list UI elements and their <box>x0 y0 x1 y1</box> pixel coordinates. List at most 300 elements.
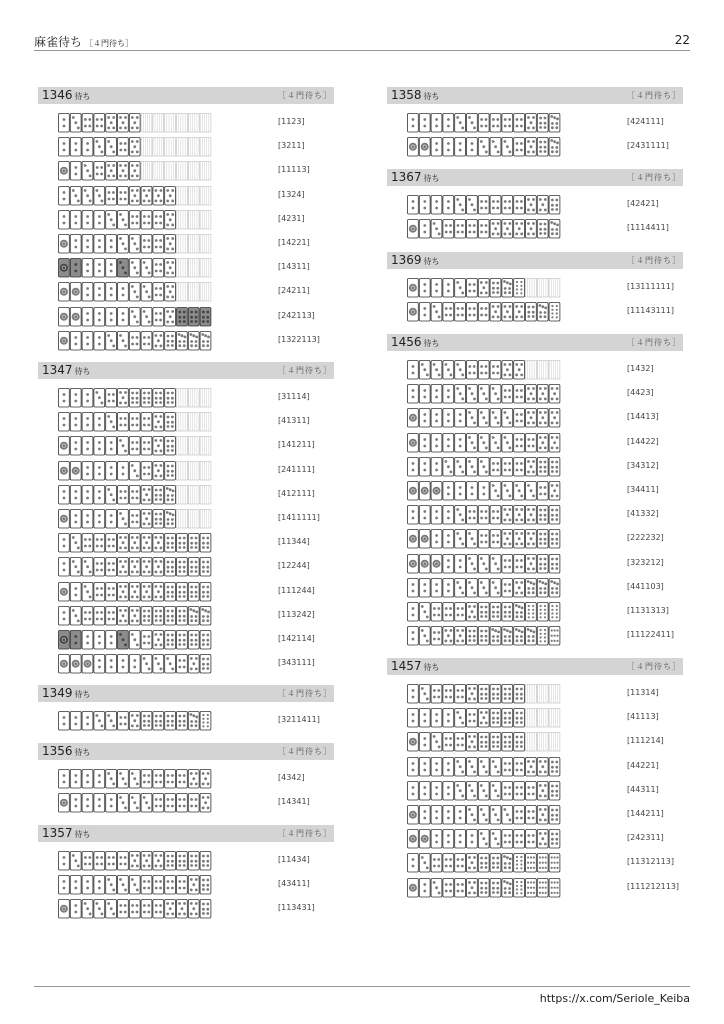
tile-4-pin <box>478 303 489 322</box>
tile-2-pin <box>431 138 442 157</box>
tile-hand <box>407 805 562 825</box>
wait-kind: ［４門待ち］ <box>278 366 332 375</box>
tile-3-pin <box>106 485 117 504</box>
tile-blank <box>177 485 188 504</box>
tile-4-pin <box>94 534 105 553</box>
tile-4-pin <box>526 781 537 800</box>
tile-5-pin <box>165 900 176 919</box>
wait-kind: ［４門待ち］ <box>278 689 332 698</box>
page-footer <box>34 986 690 1005</box>
tile-3-pin <box>70 186 81 205</box>
section-header <box>38 362 334 379</box>
tile-6-pin <box>141 712 152 731</box>
hand-row <box>38 482 334 506</box>
tile-6-pin <box>537 457 548 476</box>
tile-4-pin <box>431 854 442 873</box>
tile-4-pin <box>502 196 513 215</box>
tile-5-pin <box>118 582 129 601</box>
tile-5-pin <box>141 485 152 504</box>
tile-blank <box>537 709 548 728</box>
tile-2-pin <box>443 530 454 549</box>
hand-pattern: [1123] <box>278 117 305 126</box>
tile-hand <box>407 529 562 549</box>
tile-2-pin <box>408 757 419 776</box>
tile-2-pin <box>106 794 117 813</box>
tile-2-pin <box>419 578 430 597</box>
tile-4-pin <box>153 307 164 326</box>
tile-blank <box>200 509 211 528</box>
tile-3-pin <box>94 389 105 408</box>
tile-4-pin <box>478 220 489 239</box>
wait-title <box>391 335 440 349</box>
tile-2-pin <box>59 712 70 731</box>
tile-4-pin <box>526 433 537 452</box>
tile-2-pin <box>431 578 442 597</box>
tile-4-pin <box>443 685 454 704</box>
tile-4-pin <box>467 279 478 298</box>
tile-2-pin <box>443 409 454 428</box>
wait-numbers: 1457 <box>391 659 422 673</box>
tile-hand <box>407 757 562 777</box>
tile-blank <box>188 138 199 157</box>
tile-2-pin <box>82 437 93 456</box>
tile-4-pin <box>431 627 442 646</box>
tile-2-pin <box>94 331 105 350</box>
tile-blank <box>549 685 560 704</box>
tile-2-pin <box>443 830 454 849</box>
tile-blank <box>188 162 199 181</box>
hand-row <box>38 554 334 578</box>
tile-2-pin <box>70 485 81 504</box>
wait-suffix: 待ち <box>74 367 91 376</box>
tile-hand <box>407 219 562 239</box>
tile-2-pin <box>419 114 430 133</box>
tile-1-pin <box>59 283 70 302</box>
hand-row <box>38 579 334 603</box>
tile-5-pin <box>129 138 140 157</box>
tile-6-pin <box>490 709 501 728</box>
tile-hand <box>58 630 213 650</box>
tile-6-pin <box>177 307 188 326</box>
hand-pattern: [11312113] <box>627 857 674 867</box>
tile-3-pin <box>153 655 164 674</box>
tile-3-pin <box>431 303 442 322</box>
tile-4-pin <box>502 830 513 849</box>
tile-1-pin <box>419 481 430 500</box>
tile-4-pin <box>490 361 501 380</box>
tile-4-pin <box>443 303 454 322</box>
tile-5-pin <box>514 578 525 597</box>
hand-pattern: [1322113] <box>278 334 320 344</box>
tile-6-pin <box>490 685 501 704</box>
hand-pattern: [4423] <box>627 388 654 398</box>
tile-2-pin <box>70 138 81 157</box>
tile-blank <box>165 114 176 133</box>
tile-2-pin <box>82 413 93 432</box>
tile-3-pin <box>467 781 478 800</box>
section-header <box>387 87 683 104</box>
tile-2-pin <box>455 433 466 452</box>
tile-5-pin <box>478 709 489 728</box>
hand-row <box>38 158 334 182</box>
tile-3-pin <box>455 506 466 525</box>
tile-7-pin <box>526 627 537 646</box>
hand-pattern: [44311] <box>627 784 659 794</box>
tile-4-pin <box>514 196 525 215</box>
tile-4-pin <box>153 210 164 229</box>
tile-1-pin <box>408 530 419 549</box>
wait-kind: ［４門待ち］ <box>627 256 681 265</box>
tile-5-pin <box>118 558 129 577</box>
hand-pattern: [323212] <box>627 557 664 567</box>
tile-6-pin <box>188 852 199 871</box>
tile-2-pin <box>70 413 81 432</box>
wait-kind: ［４門待ち］ <box>627 173 681 182</box>
hand-row <box>387 778 683 802</box>
tile-5-pin <box>188 655 199 674</box>
tile-2-pin <box>94 655 105 674</box>
tile-6-pin <box>165 606 176 625</box>
tile-4-pin <box>455 685 466 704</box>
tile-1-pin <box>408 830 419 849</box>
tile-5-pin <box>526 114 537 133</box>
tile-blank <box>526 733 537 752</box>
tile-2-pin <box>443 554 454 573</box>
tile-5-pin <box>118 162 129 181</box>
tile-6-pin <box>549 506 560 525</box>
tile-blank <box>526 361 537 380</box>
wait-numbers: 1369 <box>391 253 422 267</box>
hand-pattern: [44221] <box>627 760 659 770</box>
tile-3-pin <box>478 409 489 428</box>
tile-hand <box>407 408 562 428</box>
hand-pattern: [144211] <box>627 808 664 818</box>
tile-3-pin <box>478 805 489 824</box>
tile-2-pin <box>82 509 93 528</box>
wait-suffix: 待ち <box>74 690 91 699</box>
tile-4-pin <box>514 554 525 573</box>
tile-blank <box>200 283 211 302</box>
hand-row <box>387 299 683 323</box>
tile-4-pin <box>443 854 454 873</box>
tile-5-pin <box>141 582 152 601</box>
hand-row <box>387 454 683 478</box>
tile-6-pin <box>490 279 501 298</box>
tile-5-pin <box>526 757 537 776</box>
tile-4-pin <box>514 409 525 428</box>
tile-5-pin <box>153 558 164 577</box>
tile-7-pin <box>165 485 176 504</box>
tile-blank <box>141 162 152 181</box>
tile-4-pin <box>153 794 164 813</box>
tile-5-pin <box>188 900 199 919</box>
tile-9-pin <box>537 854 548 873</box>
tile-6-pin <box>141 389 152 408</box>
tile-2-pin <box>70 331 81 350</box>
tile-5-pin <box>141 534 152 553</box>
tile-5-pin <box>537 385 548 404</box>
tile-5-pin <box>549 385 560 404</box>
tile-3-pin <box>129 461 140 480</box>
wait-title <box>391 88 440 102</box>
tile-3-pin <box>502 409 513 428</box>
hand-row <box>387 216 683 240</box>
tile-6-pin <box>165 413 176 432</box>
tile-2-pin <box>419 781 430 800</box>
tile-7-pin <box>514 627 525 646</box>
page-header <box>34 30 690 51</box>
tile-blank <box>141 138 152 157</box>
wait-numbers: 1347 <box>42 363 73 377</box>
tile-5-pin <box>537 433 548 452</box>
tile-6-pin <box>177 712 188 731</box>
tile-6-pin <box>188 534 199 553</box>
tile-3-pin <box>467 433 478 452</box>
tile-5-pin <box>514 220 525 239</box>
tile-3-pin <box>478 554 489 573</box>
tile-hand <box>407 853 562 873</box>
tile-2-pin <box>455 554 466 573</box>
tile-4-pin <box>153 259 164 278</box>
tile-2-pin <box>70 210 81 229</box>
hand-row <box>387 110 683 134</box>
tile-6-pin <box>153 509 164 528</box>
hand-row <box>387 802 683 826</box>
hand-row <box>38 328 334 352</box>
hand-pattern: [14221] <box>278 237 310 247</box>
tile-4-pin <box>514 781 525 800</box>
tile-1-pin <box>59 900 70 919</box>
tile-5-pin <box>129 558 140 577</box>
tile-7-pin <box>549 114 560 133</box>
tile-5-pin <box>200 770 211 789</box>
hand-row <box>387 754 683 778</box>
hand-row <box>38 627 334 651</box>
tile-blank <box>200 210 211 229</box>
hand-row <box>38 603 334 627</box>
tile-2-pin <box>59 186 70 205</box>
hand-row <box>387 526 683 550</box>
tile-5-pin <box>537 757 548 776</box>
tile-3-pin <box>118 509 129 528</box>
tile-3-pin <box>490 433 501 452</box>
tile-9-pin <box>537 878 548 897</box>
hand-pattern: [11434] <box>278 855 310 864</box>
tile-4-pin <box>153 900 164 919</box>
tile-4-pin <box>478 361 489 380</box>
tile-blank <box>200 114 211 133</box>
tile-4-pin <box>129 413 140 432</box>
section-header <box>38 685 334 702</box>
tile-2-pin <box>443 196 454 215</box>
tile-6-pin <box>502 709 513 728</box>
tile-4-pin <box>537 481 548 500</box>
tile-2-pin <box>82 794 93 813</box>
tile-4-pin <box>514 138 525 157</box>
tile-2-pin <box>408 506 419 525</box>
tile-2-pin <box>106 461 117 480</box>
tile-4-pin <box>490 196 501 215</box>
tile-5-pin <box>537 196 548 215</box>
tile-1-pin <box>59 259 70 278</box>
hand-pattern: [1131313] <box>627 605 669 615</box>
tile-2-pin <box>455 805 466 824</box>
tile-4-pin <box>177 876 188 895</box>
tile-2-pin <box>408 602 419 621</box>
tile-2-pin <box>118 307 129 326</box>
tile-2-pin <box>106 283 117 302</box>
tile-blank <box>165 138 176 157</box>
tile-blank <box>188 437 199 456</box>
tile-4-pin <box>514 805 525 824</box>
tile-5-pin <box>129 186 140 205</box>
tile-1-pin <box>59 162 70 181</box>
tile-7-pin <box>537 303 548 322</box>
tile-4-pin <box>478 506 489 525</box>
tile-3-pin <box>478 433 489 452</box>
hand-pattern: [11143111] <box>627 306 674 316</box>
tile-2-pin <box>94 630 105 649</box>
tile-blank <box>177 210 188 229</box>
tile-hand <box>58 388 213 408</box>
tile-6-pin <box>153 389 164 408</box>
tile-2-pin <box>70 712 81 731</box>
hand-row <box>38 409 334 433</box>
tile-6-pin <box>537 114 548 133</box>
tile-1-pin <box>419 830 430 849</box>
tile-3-pin <box>490 554 501 573</box>
tile-4-pin <box>129 509 140 528</box>
wait-suffix: 待ち <box>74 830 91 839</box>
tile-4-pin <box>443 602 454 621</box>
hand-pattern: [1432] <box>627 364 654 373</box>
tile-4-pin <box>153 770 164 789</box>
tile-6-pin <box>478 854 489 873</box>
tile-hand <box>407 732 562 752</box>
tile-3-pin <box>467 457 478 476</box>
tile-5-pin <box>526 554 537 573</box>
tile-hand <box>58 307 213 327</box>
hand-row <box>38 433 334 457</box>
hand-pattern: [111244] <box>278 585 315 595</box>
tile-4-pin <box>94 852 105 871</box>
tile-2-pin <box>443 114 454 133</box>
hand-row <box>38 530 334 554</box>
tile-blank <box>188 389 199 408</box>
tile-5-pin <box>200 794 211 813</box>
tile-7-pin <box>549 578 560 597</box>
tile-2-pin <box>408 685 419 704</box>
tile-3-pin <box>106 210 117 229</box>
tile-blank <box>200 138 211 157</box>
tile-3-pin <box>490 385 501 404</box>
tile-4-pin <box>455 220 466 239</box>
wait-section-1457 <box>387 658 683 899</box>
tile-2-pin <box>467 830 478 849</box>
tile-3-pin <box>129 794 140 813</box>
section-header <box>387 169 683 186</box>
tile-4-pin <box>443 878 454 897</box>
tile-hand <box>407 602 562 622</box>
tile-3-pin <box>467 530 478 549</box>
tile-5-pin <box>526 196 537 215</box>
wait-section-1369 <box>387 252 683 323</box>
tile-8-pin <box>537 602 548 621</box>
tile-4-pin <box>153 876 164 895</box>
tile-2-pin <box>106 307 117 326</box>
hand-row <box>387 599 683 623</box>
tile-2-pin <box>408 781 419 800</box>
tile-4-pin <box>188 794 199 813</box>
tile-3-pin <box>82 900 93 919</box>
tile-1-pin <box>59 331 70 350</box>
tile-2-pin <box>70 437 81 456</box>
hand-pattern: [14413] <box>627 412 659 422</box>
hand-pattern: [1114411] <box>627 223 669 233</box>
hand-pattern: [1324] <box>278 189 305 199</box>
tile-3-pin <box>490 138 501 157</box>
hand-pattern: [31114] <box>278 392 310 401</box>
tile-blank <box>177 437 188 456</box>
tile-2-pin <box>59 606 70 625</box>
tile-6-pin <box>514 709 525 728</box>
tile-5-pin <box>165 210 176 229</box>
tile-hand <box>58 711 213 731</box>
tile-5-pin <box>153 534 164 553</box>
hand-pattern: [11344] <box>278 537 310 547</box>
wait-suffix: 待ち <box>423 92 440 101</box>
tile-3-pin <box>82 558 93 577</box>
wait-title <box>42 363 91 377</box>
tile-3-pin <box>141 655 152 674</box>
hand-row <box>387 875 683 899</box>
hand-row <box>387 502 683 526</box>
tile-4-pin <box>502 781 513 800</box>
tile-blank <box>526 685 537 704</box>
tile-2-pin <box>70 389 81 408</box>
tile-6-pin <box>549 781 560 800</box>
tile-blank <box>188 283 199 302</box>
tile-6-pin <box>478 627 489 646</box>
tile-5-pin <box>129 114 140 133</box>
tile-blank <box>188 234 199 253</box>
tile-5-pin <box>526 138 537 157</box>
hand-row <box>38 183 334 207</box>
tile-6-pin <box>177 534 188 553</box>
hand-row <box>38 110 334 134</box>
tile-4-pin <box>502 554 513 573</box>
tile-2-pin <box>455 138 466 157</box>
tile-5-pin <box>443 627 454 646</box>
tile-6-pin <box>537 506 548 525</box>
tile-2-pin <box>82 307 93 326</box>
hand-pattern: [3211411] <box>278 715 320 724</box>
tile-2-pin <box>467 481 478 500</box>
tile-3-pin <box>419 854 430 873</box>
tile-blank <box>549 733 560 752</box>
tile-blank <box>153 162 164 181</box>
tile-blank <box>177 259 188 278</box>
tile-2-pin <box>82 389 93 408</box>
tile-6-pin <box>514 733 525 752</box>
tile-6-pin <box>478 878 489 897</box>
tile-2-pin <box>94 485 105 504</box>
tile-2-pin <box>118 655 129 674</box>
tile-3-pin <box>502 805 513 824</box>
hand-pattern: [4342] <box>278 773 305 782</box>
tile-2-pin <box>431 433 442 452</box>
tile-2-pin <box>82 876 93 895</box>
